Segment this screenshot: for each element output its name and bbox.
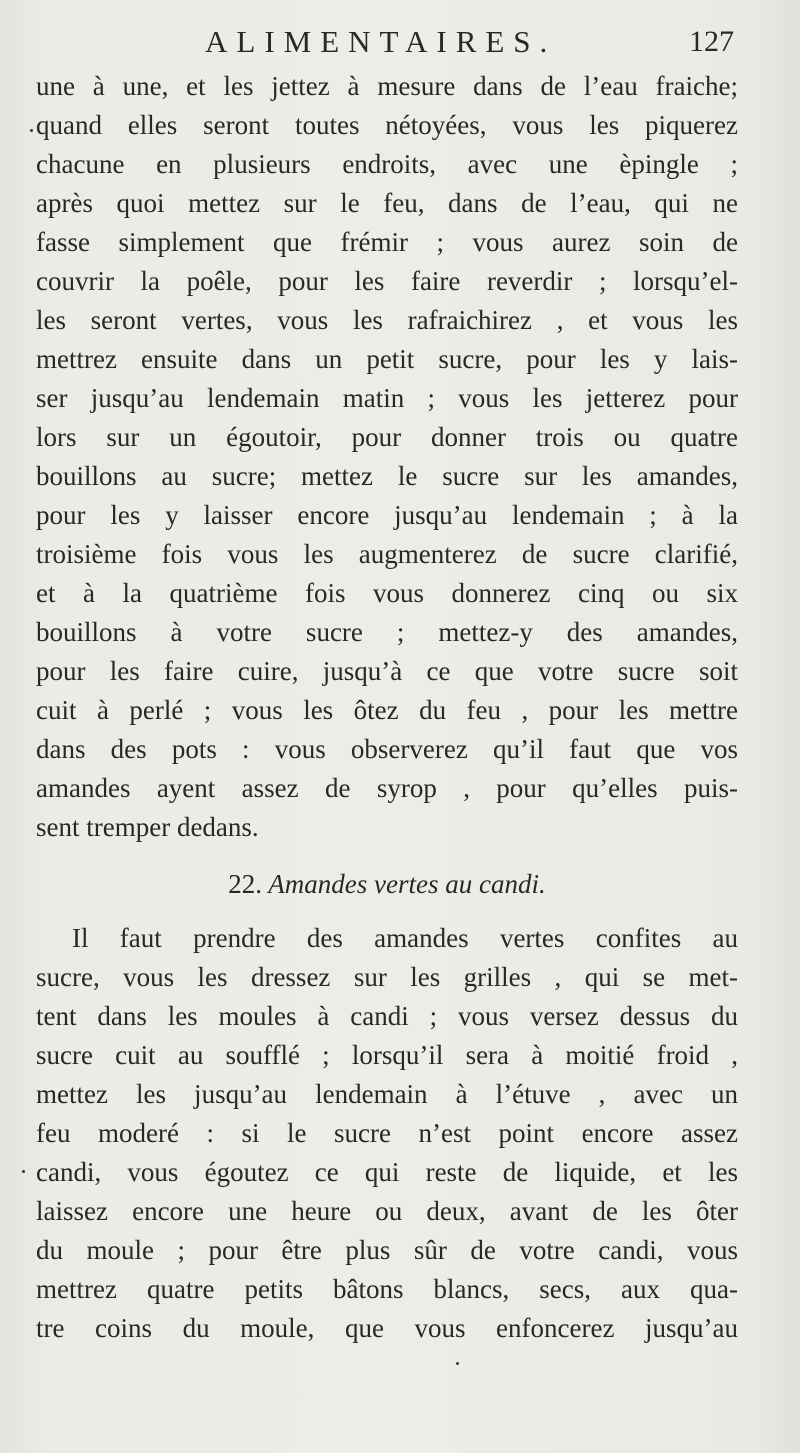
text-line: fasse simplement que frémir ; vous aurez soin de <box>36 227 738 257</box>
text-line: Il faut prendre des amandes vertes confites au <box>72 923 738 953</box>
text-line: quand elles seront toutes nétoyées, vous les piquerez <box>36 110 738 140</box>
text-line: mettrez quatre petits bâtons blancs, secs, aux qua- <box>36 1274 738 1304</box>
text-line: pour les faire cuire, jusqu’à ce que votre sucre soit <box>36 656 738 686</box>
text-line: sucre cuit au soufflé ; lorsqu’il sera à moitié froid , <box>36 1040 738 1070</box>
section-heading <box>0 864 774 904</box>
text-line: tent dans les moules à candi ; vous versez dessus du <box>36 1001 738 1031</box>
ink-speck <box>456 1362 459 1365</box>
text-line: après quoi mettez sur le feu, dans de l’eau, qui ne <box>36 188 738 218</box>
text-line: du moule ; pour être plus sûr de votre candi, vous <box>36 1235 738 1265</box>
ink-speck <box>30 129 33 132</box>
text-line: sucre, vous les dressez sur les grilles , qui se met- <box>36 962 738 992</box>
section-title: Amandes vertes au candi. <box>268 869 546 899</box>
section-number: 22. <box>228 869 263 899</box>
text-line: sent tremper dedans. <box>36 812 259 842</box>
text-line: cuit à perlé ; vous les ôtez du feu , pour les mettre <box>36 695 738 725</box>
text-line: lors sur un égoutoir, pour donner trois ou quatre <box>36 422 738 452</box>
text-line: les seront vertes, vous les rafraichirez , et vous les <box>36 305 738 335</box>
text-line: mettrez ensuite dans un petit sucre, pour les y lais- <box>36 344 738 374</box>
text-line: mettez les jusqu’au lendemain à l’étuve , avec un <box>36 1079 738 1109</box>
text-line: bouillons au sucre; mettez le sucre sur les amandes, <box>36 461 738 491</box>
paragraph-2 <box>36 919 738 1348</box>
page-number: 127 <box>689 25 734 58</box>
text-line: chacune en plusieurs endroits, avec une èpingle ; <box>36 149 738 179</box>
text-line: bouillons à votre sucre ; mettez-y des amandes, <box>36 617 738 647</box>
text-line: et à la quatrième fois vous donnerez cinq ou six <box>36 578 738 608</box>
ink-speck <box>22 1170 25 1173</box>
text-line: amandes ayent assez de syrop , pour qu’elles puis- <box>36 773 738 803</box>
running-head: ALIMENTAIRES. <box>205 24 557 59</box>
text-line: laissez encore une heure ou deux, avant de les ôter <box>36 1196 738 1226</box>
text-line: couvrir la poêle, pour les faire reverdir ; lorsqu’el- <box>36 266 738 296</box>
text-line: feu moderé : si le sucre n’est point encore assez <box>36 1118 738 1148</box>
text-line: tre coins du moule, que vous enfoncerez jusqu’au <box>36 1313 738 1343</box>
text-line: une à une, et les jettez à mesure dans de l’eau fraiche; <box>36 71 738 101</box>
text-line: troisième fois vous les augmenterez de sucre clarifié, <box>36 539 738 569</box>
text-line: pour les y laisser encore jusqu’au lendemain ; à la <box>36 500 738 530</box>
text-line: dans des pots : vous observerez qu’il faut que vos <box>36 734 738 764</box>
page-header <box>0 22 800 62</box>
text-line: ser jusqu’au lendemain matin ; vous les jetterez pour <box>36 383 738 413</box>
paragraph-1 <box>36 67 738 847</box>
text-line: candi, vous égoutez ce qui reste de liquide, et les <box>36 1157 738 1187</box>
